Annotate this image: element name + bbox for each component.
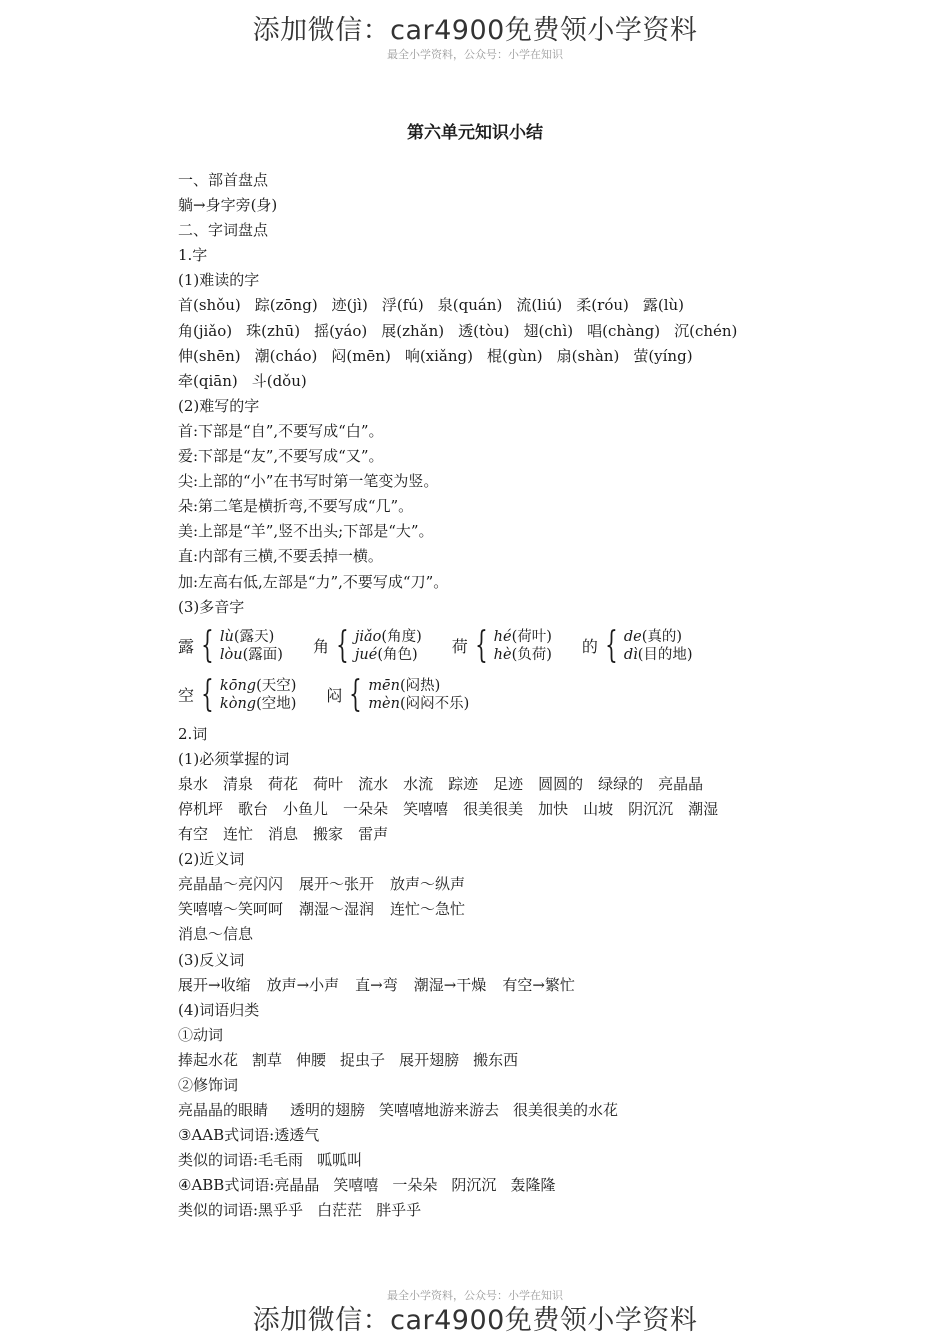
verb-list (178, 1048, 898, 1073)
radical-line: 躺→身字旁(身) (178, 196, 278, 215)
word-item: 笑嘻嘻 (333, 1176, 379, 1195)
reading-2 (368, 695, 469, 713)
subsection-heading: (4)词语归类 (178, 1000, 260, 1019)
brace-icon: { (349, 673, 363, 715)
word-item: 类似的词语:毛毛雨 (178, 1151, 304, 1170)
readings (624, 628, 693, 664)
abb-similar-row (178, 1198, 898, 1223)
word-item: 亮晶晶～亮闪闪 (178, 875, 284, 894)
subsection-heading: (2)难写的字 (178, 396, 260, 415)
pinyin-row (178, 293, 898, 318)
word-row (178, 797, 898, 822)
hard-write-list (178, 419, 898, 595)
word-item: 浮(fú) (381, 296, 424, 315)
word-item: 展开翅膀 (399, 1050, 460, 1069)
word-item: 搬家 (313, 825, 344, 844)
synonym-row (178, 897, 898, 922)
word-item: 棍(gùn) (487, 346, 543, 365)
pinyin-row (178, 369, 898, 394)
polyphonic-list (178, 624, 898, 717)
word-item: 踪(zōng) (254, 296, 318, 315)
brace-icon: { (605, 624, 618, 666)
word-item: 流水 (358, 774, 389, 793)
word-item: 潮湿 (688, 799, 719, 818)
word-item: 消息 (268, 825, 299, 844)
pinyin: kōng (219, 677, 257, 694)
pinyin: hé (493, 628, 512, 645)
aab-line: ③AAB式词语:透透气 (178, 1126, 320, 1145)
word-item: 展(zhǎn) (381, 321, 445, 340)
pinyin: jué (354, 646, 378, 663)
word-row (178, 822, 898, 847)
must-know-words (178, 772, 898, 847)
polyphonic-char: 的 (581, 637, 598, 657)
word-item: 很美很美的水花 (513, 1101, 619, 1120)
word-item: 首(shǒu) (178, 296, 241, 315)
reading-2 (220, 695, 296, 713)
word-item: 阴沉沉 (628, 799, 674, 818)
subsection-heading: (1)难读的字 (178, 271, 260, 290)
polyphonic-entry (312, 624, 422, 666)
polyphonic-char: 空 (178, 686, 195, 706)
subsection-heading: (3)多音字 (178, 597, 245, 616)
word-item: 摇(yáo) (314, 321, 368, 340)
word-item: 一朵朵 (392, 1176, 438, 1195)
readings (494, 628, 552, 664)
antonym-list (178, 973, 898, 998)
header-faint-text: 最全小学资料，公众号：小学在知识 (387, 48, 563, 61)
word-item: 放声→小声 (266, 975, 340, 994)
example-word: (天空) (256, 677, 297, 694)
word-item: 割草 (252, 1050, 283, 1069)
writing-note: 尖:上部的“小”在书写时第一笔变为竖。 (178, 472, 439, 491)
brace-icon: { (336, 624, 349, 666)
word-item: 搬东西 (473, 1050, 519, 1069)
word-item: 亮晶晶的眼睛 (178, 1101, 269, 1120)
word-item: 轰隆隆 (510, 1176, 556, 1195)
reading-1 (220, 677, 296, 695)
writing-note: 直:内部有三横,不要丢掉一横。 (178, 547, 383, 566)
word-item: 潮湿～湿润 (299, 900, 375, 919)
word-item: ④ABB式词语:亮晶晶 (178, 1176, 320, 1195)
word-item: 展开→收缩 (178, 975, 251, 994)
subsection-heading: (3)反义词 (178, 950, 245, 969)
word-item: 有空 (178, 825, 209, 844)
word-item: 角(jiǎo) (178, 321, 233, 340)
abb-list (178, 1173, 898, 1198)
example-word: (角色) (377, 646, 418, 663)
reading-1 (624, 628, 693, 646)
word-item: 透(tòu) (458, 321, 510, 340)
word-item: 翅(chì) (523, 321, 574, 340)
section-heading: 一、部首盘点 (178, 171, 269, 189)
pinyin: de (623, 628, 642, 645)
modifier-list (178, 1098, 898, 1123)
example-word: (荷叶) (511, 628, 552, 645)
example-word: (目的地) (637, 646, 693, 663)
word-item: 消息～信息 (178, 925, 254, 944)
word-item: 珠(zhū) (246, 321, 301, 340)
polyphonic-entry (581, 624, 693, 666)
word-item: 捉虫子 (340, 1050, 386, 1069)
example-word: (露天) (233, 628, 275, 645)
writing-note: 美:上部是“羊”,竖不出头;下部是“大”。 (178, 522, 434, 541)
word-item: 一朵朵 (343, 799, 389, 818)
word-item: 露(lù) (642, 296, 685, 315)
word-item: 扇(shàn) (556, 346, 620, 365)
word-item: 笑嘻嘻 (403, 799, 449, 818)
example-word: (露面) (242, 646, 283, 663)
reading-2 (220, 646, 283, 664)
word-item: 很美很美 (463, 799, 524, 818)
word-item: 展开～张开 (299, 875, 375, 894)
word-item: 流(liú) (516, 296, 563, 315)
subsection-heading: (2)近义词 (178, 850, 245, 869)
subsection-heading: 1.字 (178, 246, 208, 265)
polyphonic-char: 角 (312, 637, 329, 657)
word-item: 潮(cháo) (254, 346, 318, 365)
word-item: 胖乎乎 (376, 1201, 422, 1220)
word-item: 迹(jì) (331, 296, 368, 315)
word-item: 白茫茫 (317, 1201, 363, 1220)
reading-1 (368, 677, 469, 695)
pinyin: jiǎo (354, 628, 382, 645)
word-item: 柔(róu) (576, 296, 629, 315)
word-item: 牵(qiān) (178, 371, 238, 390)
hard-read-list (178, 293, 898, 393)
category-heading: ②修饰词 (178, 1076, 239, 1094)
reading-1 (355, 628, 422, 646)
example-word: (闷热) (399, 677, 441, 694)
readings (220, 628, 283, 664)
writing-note: 加:左高右低,左部是“力”,不要写成“刀”。 (178, 572, 449, 591)
word-item: 水流 (403, 774, 434, 793)
readings (368, 677, 469, 713)
word-item: 捧起水花 (178, 1050, 239, 1069)
word-item: 歌台 (238, 799, 269, 818)
word-item: 加快 (538, 799, 569, 818)
word-item: 斗(dǒu) (251, 371, 307, 390)
modifier-row (178, 1098, 898, 1123)
word-item: 笑嘻嘻～笑呵呵 (178, 900, 284, 919)
polyphonic-row (178, 624, 898, 668)
word-item: 荷叶 (313, 774, 344, 793)
brace-icon: { (201, 673, 214, 715)
verb-row (178, 1048, 898, 1073)
word-item: 连忙 (223, 825, 254, 844)
word-item: 阴沉沉 (451, 1176, 497, 1195)
readings (355, 628, 422, 664)
reading-1 (494, 628, 552, 646)
word-item: 唱(chàng) (587, 321, 661, 340)
pinyin-row (178, 319, 898, 344)
pinyin: mèn (368, 695, 400, 712)
word-item: 踪迹 (448, 774, 479, 793)
example-word: (真的) (641, 628, 683, 645)
word-item: 类似的词语:黑乎乎 (178, 1201, 304, 1220)
word-item: 小鱼儿 (283, 799, 329, 818)
footer-faint-text: 最全小学资料，公众号：小学在知识 (387, 1289, 563, 1302)
reading-2 (494, 646, 552, 664)
word-item: 泉(quán) (437, 296, 503, 315)
aab-similar-row (178, 1148, 898, 1173)
word-item: 闷(mēn) (331, 346, 391, 365)
abb-similar-list (178, 1198, 898, 1223)
word-item: 山坡 (583, 799, 614, 818)
section-heading: 二、字词盘点 (178, 221, 269, 240)
word-item: 沉(chén) (674, 321, 738, 340)
document-body (178, 168, 898, 1224)
reading-2 (355, 646, 422, 664)
polyphonic-char: 露 (178, 637, 195, 657)
example-word: (负荷) (511, 646, 552, 663)
polyphonic-char: 荷 (451, 637, 468, 657)
polyphonic-entry (451, 624, 552, 666)
word-item: 伸(shēn) (178, 346, 241, 365)
watermark-top: 添加微信：car4900免费领小学资料 (252, 15, 698, 46)
pinyin: mēn (368, 677, 400, 694)
brace-icon: { (201, 624, 214, 666)
word-item: 圆圆的 (538, 774, 584, 793)
example-word: (闷闷不乐) (399, 695, 470, 712)
example-word: (角度) (381, 628, 422, 645)
word-item: 呱呱叫 (317, 1151, 363, 1170)
word-row (178, 772, 898, 797)
word-item: 放声～纵声 (390, 875, 466, 894)
polyphonic-char: 闷 (326, 686, 343, 706)
word-item: 直→弯 (355, 975, 398, 994)
subsection-heading: 2.词 (178, 724, 208, 743)
word-item: 连忙～急忙 (390, 900, 466, 919)
subsection-heading: (1)必须掌握的词 (178, 749, 290, 768)
writing-note: 爱:下部是“友”,不要写成“又”。 (178, 447, 384, 466)
word-item: 透明的翅膀 (290, 1101, 366, 1120)
word-item: 笑嘻嘻地游来游去 (379, 1101, 500, 1120)
synonym-list (178, 872, 898, 947)
example-word: (空地) (256, 695, 297, 712)
pinyin: dì (623, 646, 638, 663)
word-item: 伸腰 (296, 1050, 327, 1069)
word-item: 停机坪 (178, 799, 224, 818)
polyphonic-entry (178, 673, 297, 715)
word-item: 有空→繁忙 (502, 975, 575, 994)
word-item: 绿绿的 (598, 774, 644, 793)
synonym-row (178, 872, 898, 897)
category-heading: ①动词 (178, 1025, 224, 1044)
pinyin: lòu (219, 646, 243, 663)
reading-1 (220, 628, 283, 646)
page-title: 第六单元知识小结 (407, 123, 543, 143)
pinyin: hè (493, 646, 512, 663)
word-item: 响(xiǎng) (404, 346, 473, 365)
word-item: 潮湿→干燥 (413, 975, 487, 994)
polyphonic-entry (178, 624, 283, 666)
polyphonic-entry (326, 673, 470, 715)
pinyin: kòng (219, 695, 257, 712)
pinyin-row (178, 344, 898, 369)
brace-icon: { (474, 624, 488, 666)
polyphonic-row (178, 673, 898, 717)
word-item: 清泉 (223, 774, 254, 793)
word-item: 亮晶晶 (658, 774, 704, 793)
word-item: 泉水 (178, 774, 209, 793)
word-item: 雷声 (358, 825, 389, 844)
word-item: 荷花 (268, 774, 299, 793)
writing-note: 朵:第二笔是横折弯,不要写成“几”。 (178, 497, 414, 516)
readings (220, 677, 296, 713)
abb-row (178, 1173, 898, 1198)
watermark-bottom: 添加微信：car4900免费领小学资料 (252, 1305, 698, 1336)
writing-note: 首:下部是“自”,不要写成“白”。 (178, 421, 384, 440)
reading-2 (624, 646, 693, 664)
aab-similar-list (178, 1148, 898, 1173)
word-item: 足迹 (493, 774, 524, 793)
pinyin: lù (219, 628, 234, 645)
synonym-row (178, 922, 898, 947)
word-item: 萤(yíng) (633, 346, 693, 365)
antonym-row (178, 973, 898, 998)
